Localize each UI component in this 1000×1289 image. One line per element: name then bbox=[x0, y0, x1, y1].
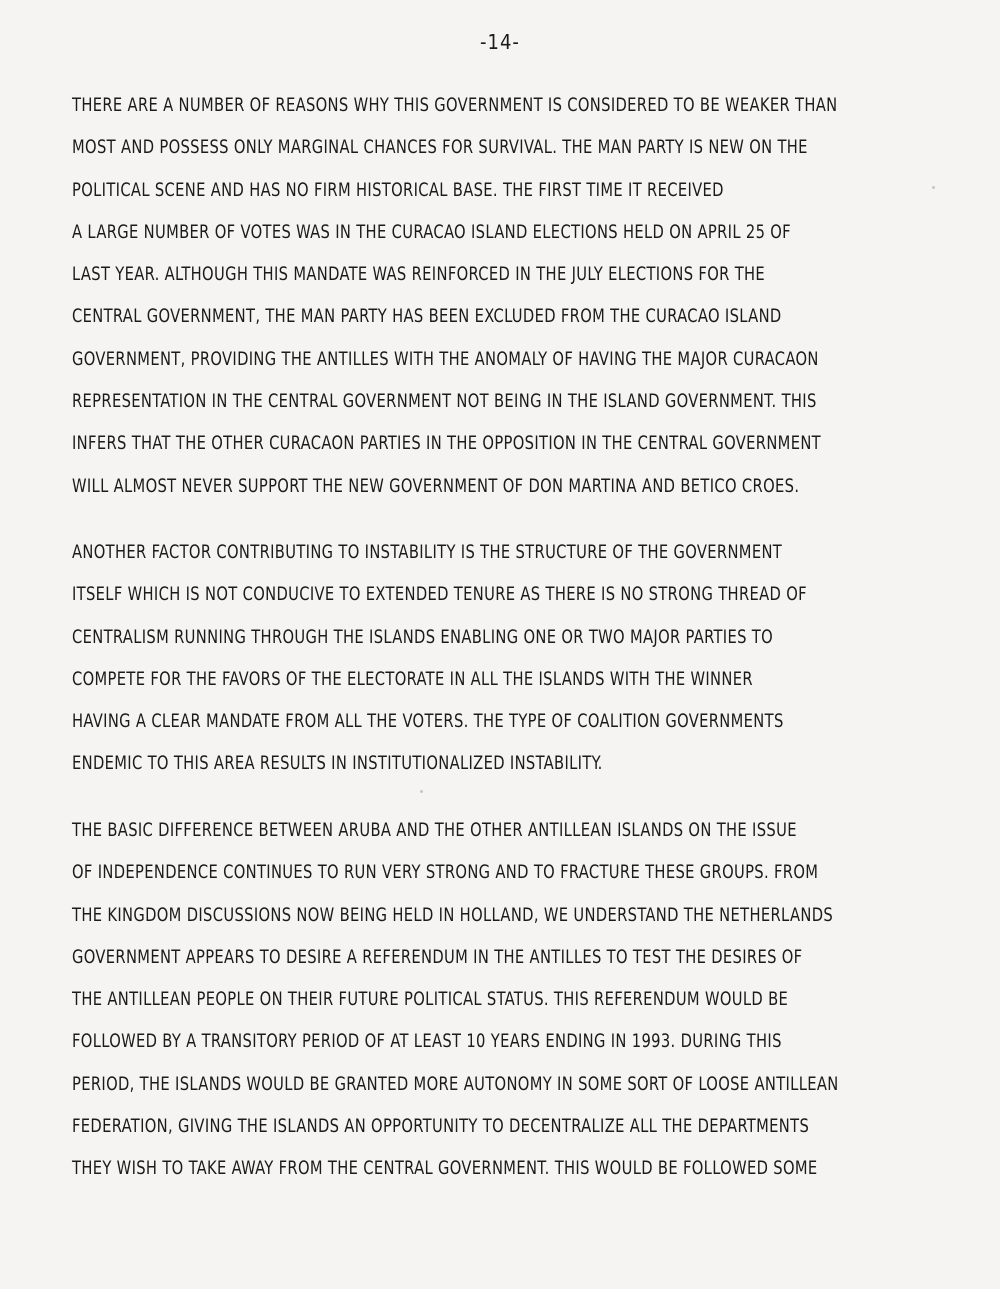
text-line: WILL ALMOST NEVER SUPPORT THE NEW GOVERNMENT OF DON MARTINA AND BETICO CROES. bbox=[72, 474, 800, 497]
text-line: OF INDEPENDENCE CONTINUES TO RUN VERY STRONG AND TO FRACTURE THESE GROUPS. FROM bbox=[72, 861, 819, 884]
text-line: ANOTHER FACTOR CONTRIBUTING TO INSTABILITY IS THE STRUCTURE OF THE GOVERNMENT bbox=[72, 541, 783, 563]
text-line: CENTRAL GOVERNMENT, THE MAN PARTY HAS BEEN EXCLUDED FROM THE CURACAO ISLAND bbox=[72, 305, 782, 328]
text-line: ENDEMIC TO THIS AREA RESULTS IN INSTITUTIONALIZED INSTABILITY. bbox=[72, 752, 603, 775]
text-line: HAVING A CLEAR MANDATE FROM ALL THE VOTERS. THE TYPE OF COALITION GOVERNMENTS bbox=[72, 710, 784, 733]
text-line: THE KINGDOM DISCUSSIONS NOW BEING HELD IN HOLLAND, WE UNDERSTAND THE NETHERLANDS bbox=[72, 903, 834, 926]
paragraph-government-weakness bbox=[72, 84, 952, 507]
paper-speck bbox=[932, 186, 935, 189]
text-line: THERE ARE A NUMBER OF REASONS WHY THIS GOVERNMENT IS CONSIDERED TO BE WEAKER THAN bbox=[72, 94, 838, 116]
text-line: FOLLOWED BY A TRANSITORY PERIOD OF AT LEAST 10 YEARS ENDING IN 1993. DURING THIS bbox=[72, 1030, 782, 1053]
text-line: LAST YEAR. ALTHOUGH THIS MANDATE WAS REINFORCED IN THE JULY ELECTIONS FOR THE bbox=[72, 263, 766, 286]
text-line: INFERS THAT THE OTHER CURACAON PARTIES IN THE OPPOSITION IN THE CENTRAL GOVERNMENT bbox=[72, 432, 822, 455]
paragraph-aruba-independence bbox=[72, 809, 952, 1190]
text-line: A LARGE NUMBER OF VOTES WAS IN THE CURACAO ISLAND ELECTIONS HELD ON APRIL 25 OF bbox=[72, 220, 791, 243]
text-line: GOVERNMENT APPEARS TO DESIRE A REFERENDUM IN THE ANTILLES TO TEST THE DESIRES OF bbox=[72, 945, 803, 968]
page-number: -14- bbox=[480, 30, 520, 54]
text-line: THE ANTILLEAN PEOPLE ON THEIR FUTURE POLITICAL STATUS. THIS REFERENDUM WOULD BE bbox=[72, 988, 789, 1011]
text-line: POLITICAL SCENE AND HAS NO FIRM HISTORICAL BASE. THE FIRST TIME IT RECEIVED bbox=[72, 178, 724, 201]
text-line: REPRESENTATION IN THE CENTRAL GOVERNMENT NOT BEING IN THE ISLAND GOVERNMENT. THIS bbox=[72, 390, 817, 413]
paper-speck bbox=[420, 790, 423, 793]
text-line: CENTRALISM RUNNING THROUGH THE ISLANDS ENABLING ONE OR TWO MAJOR PARTIES TO bbox=[72, 625, 774, 648]
text-line: PERIOD, THE ISLANDS WOULD BE GRANTED MORE AUTONOMY IN SOME SORT OF LOOSE ANTILLEAN bbox=[72, 1072, 839, 1095]
paragraph-instability-factor bbox=[72, 531, 952, 785]
text-line: MOST AND POSSESS ONLY MARGINAL CHANCES FOR SURVIVAL. THE MAN PARTY IS NEW ON THE bbox=[72, 136, 808, 159]
text-line: COMPETE FOR THE FAVORS OF THE ELECTORATE IN ALL THE ISLANDS WITH THE WINNER bbox=[72, 667, 753, 690]
text-line: THE BASIC DIFFERENCE BETWEEN ARUBA AND THE OTHER ANTILLEAN ISLANDS ON THE ISSUE bbox=[72, 819, 797, 841]
text-line: GOVERNMENT, PROVIDING THE ANTILLES WITH THE ANOMALY OF HAVING THE MAJOR CURACAON bbox=[72, 347, 819, 370]
text-line: FEDERATION, GIVING THE ISLANDS AN OPPORTUNITY TO DECENTRALIZE ALL THE DEPARTMENTS bbox=[72, 1115, 810, 1138]
text-line: ITSELF WHICH IS NOT CONDUCIVE TO EXTENDED TENURE AS THERE IS NO STRONG THREAD OF bbox=[72, 583, 807, 606]
text-line: THEY WISH TO TAKE AWAY FROM THE CENTRAL GOVERNMENT. THIS WOULD BE FOLLOWED SOME bbox=[72, 1157, 818, 1180]
